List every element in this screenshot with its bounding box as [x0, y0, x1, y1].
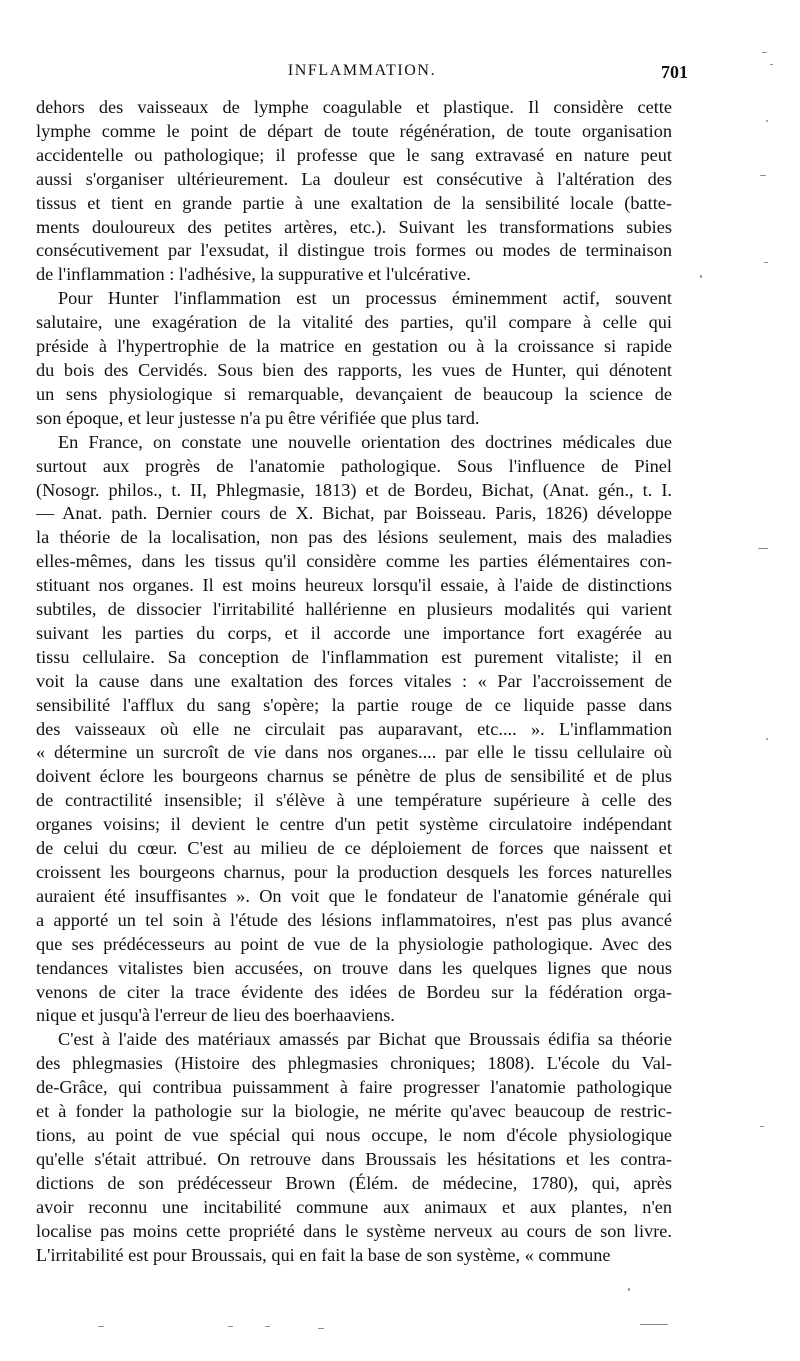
text-line: L'irritabilité est pour Broussais, qui en fait la base de son système, « commune [36, 1244, 611, 1265]
text-line: — Anat. path. Dernier cours de X. Bichat, par Boisseau. Paris, 1826) développe [36, 503, 672, 524]
scan-speck [98, 1326, 104, 1327]
text-line: que ses prédécesseurs au point de vue de la physiologie pathologique. Avec des [36, 933, 672, 954]
scan-speck [265, 1326, 270, 1327]
text-line: tions, au point de vue spécial qui nous occupe, le nom d'école physiologique [36, 1124, 672, 1145]
scan-speck [764, 262, 768, 263]
text-line: préside à l'hypertrophie de la matrice en gestation ou à la croissance si rapide [36, 336, 672, 357]
text-line: des phlegmasies (Histoire des phlegmasies chroniques; 1808). L'école du Val- [36, 1053, 672, 1074]
running-title: INFLAMMATION. [287, 62, 437, 79]
scan-speck [228, 1326, 233, 1327]
text-line: C'est à l'aide des matériaux amassés par Bichat que Broussais édifia sa théorie [58, 1029, 672, 1050]
page-header [36, 62, 688, 90]
body-text [36, 96, 672, 1267]
scan-speck [628, 1288, 630, 1291]
scan-speck [640, 1324, 668, 1325]
text-line: tissus et tient en grande partie à une exaltation de la sensibilité locale (batte- [36, 192, 672, 213]
paragraph [36, 431, 672, 1029]
text-line: venons de citer la trace évidente des idées de Bordeu sur la fédération orga- [36, 981, 672, 1002]
text-line: lymphe comme le point de départ de toute régénération, de toute organisation [36, 120, 672, 141]
scan-speck [318, 1328, 324, 1329]
text-line: sensibilité l'afflux du sang s'opère; la partie rouge de ce liquide passe dans [36, 694, 672, 715]
text-line: dehors des vaisseaux de lymphe coagulable et plastique. Il considère cette [36, 97, 672, 117]
text-line: de l'inflammation : l'adhésive, la suppurative et l'ulcérative. [36, 264, 471, 285]
text-line: et à fonder la pathologie sur la biologie, ne mérite qu'avec beaucoup de restric- [36, 1101, 672, 1122]
text-line: avoir reconnu une incitabilité commune aux animaux et aux plantes, n'en [36, 1196, 672, 1217]
text-line: voit la cause dans une exaltation des forces vitales : « Par l'accroissement de [36, 670, 672, 691]
text-line: de-Grâce, qui contribua puissamment à faire progresser l'anatomie pathologique [36, 1077, 672, 1098]
text-line: stituant nos organes. Il est moins heureux lorsqu'il essaie, à l'aide de distinctions [36, 575, 672, 596]
text-line: tendances vitalistes bien accusées, on trouve dans les quelques lignes que nous [36, 957, 672, 978]
text-line: localise pas moins cette propriété dans le système nerveux au cours de son livre. [36, 1220, 672, 1241]
text-line: nique et jusqu'à l'erreur de lieu des boerhaaviens. [36, 1005, 395, 1026]
text-line: elles-mêmes, dans les tissus qu'il considère comme les parties élémentaires con- [36, 551, 672, 572]
paragraph [36, 1028, 672, 1267]
text-line: de contractilité insensible; il s'élève à une température supérieure à celle des [36, 790, 672, 811]
text-line: (Nosogr. philos., t. II, Phlegmasie, 1813) et de Bordeu, Bichat, (Anat. gén., t. I. [36, 479, 672, 500]
text-line: croissent les bourgeons charnus, pour la production desquels les forces naturelles [36, 862, 672, 882]
text-line: consécutivement par l'exsudat, il distingue trois formes ou modes de terminaison [36, 240, 672, 261]
text-line: son époque, et leur justesse n'a pu être vérifiée que plus tard. [36, 407, 480, 428]
text-line: surtout aux progrès de l'anatomie pathologique. Sous l'influence de Pinel [36, 455, 672, 476]
text-line: « détermine un surcroît de vie dans nos organes.... par elle le tissu cellulaire où [36, 742, 672, 763]
text-line: doivent éclore les bourgeons charnus se pénètre de plus de sensibilité et de plus [36, 766, 672, 787]
text-line: a apporté un tel soin à l'étude des lésions inflammatoires, n'est pas plus avancé [36, 909, 672, 930]
scan-speck [760, 175, 766, 176]
text-line: aussi s'organiser ultérieurement. La douleur est consécutive à l'altération des [36, 168, 672, 189]
text-line: En France, on constate une nouvelle orientation des doctrines médicales due [58, 431, 672, 452]
text-line: tissu cellulaire. Sa conception de l'inflammation est purement vitaliste; il en [36, 646, 672, 667]
text-line: qu'elle s'était attribué. On retrouve dans Broussais les hésitations et les contra- [36, 1148, 672, 1169]
page-number: 701 [661, 62, 688, 82]
scan-speck [766, 120, 768, 122]
scan-speck [762, 52, 767, 53]
text-line: la théorie de la localisation, non pas des lésions seulement, mais des maladies [36, 527, 672, 548]
scan-speck [770, 64, 773, 65]
text-line: accidentelle ou pathologique; il professe que le sang extravasé en nature peut [36, 144, 672, 165]
paragraph [36, 96, 672, 287]
text-line: du bois des Cervidés. Sous bien des rapports, les vues de Hunter, qui dénotent [36, 359, 672, 380]
text-line: ments douloureux des petites artères, etc.). Suivant les transformations subies [36, 216, 672, 237]
text-line: subtiles, de dissocier l'irritabilité hallérienne en plusieurs modalités qui varient [36, 599, 672, 620]
text-line: un sens physiologique si remarquable, devançaient de beaucoup la science de [36, 383, 672, 404]
text-line: organes voisins; il devient le centre d'un petit système circulatoire indépendant [36, 814, 672, 835]
text-line: Pour Hunter l'inflammation est un processus éminemment actif, souvent [58, 288, 672, 309]
text-line: de celui du cœur. C'est au milieu de ce déploiement de forces que naissent et [36, 838, 672, 859]
scan-speck [760, 1126, 764, 1127]
text-line: auraient été insuffisantes ». On voit que le fondateur de l'anatomie générale qui [36, 885, 672, 906]
scan-speck [766, 738, 768, 740]
text-line: des vaisseaux où elle ne circulait pas auparavant, etc.... ». L'inflammation [36, 718, 672, 739]
text-line: dictions de son prédécesseur Brown (Élém. de médecine, 1780), qui, après [36, 1172, 672, 1193]
text-line: suivant les parties du corps, et il accorde une importance fort exagérée au [36, 622, 672, 643]
scan-speck [700, 275, 702, 278]
scan-speck [758, 548, 768, 549]
paragraph [36, 287, 672, 430]
text-line: salutaire, une exagération de la vitalité des parties, qu'il compare à celle qui [36, 312, 672, 333]
